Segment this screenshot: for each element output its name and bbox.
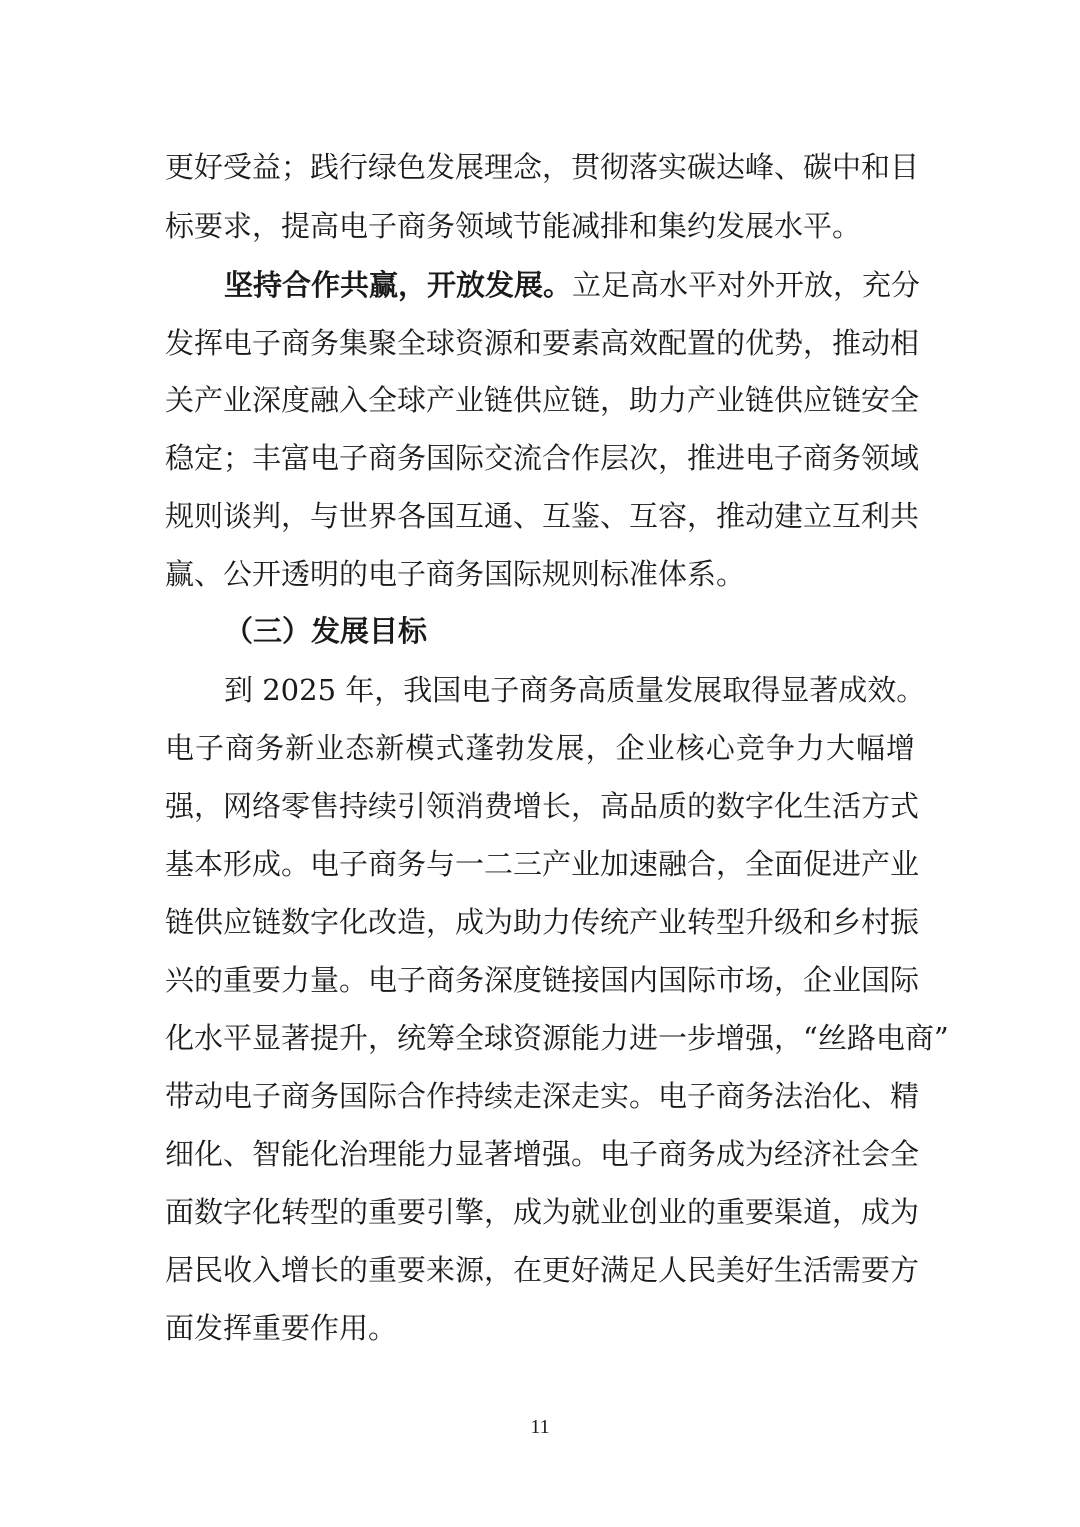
body-line: 兴的重要力量。电子商务深度链接国内国际市场，企业国际	[165, 963, 920, 997]
page-number: 11	[530, 1416, 550, 1438]
body-text: 立足高水平对外开放，充分	[572, 268, 921, 302]
body-line: 基本形成。电子商务与一二三产业加速融合，全面促进产业	[165, 847, 920, 881]
body-line: 带动电子商务国际合作持续走深走实。电子商务法治化、精	[165, 1079, 920, 1113]
paragraph-line	[224, 267, 921, 303]
body-line: 关产业深度融入全球产业链供应链，助力产业链供应链安全	[165, 383, 920, 417]
body-line: 稳定；丰富电子商务国际交流合作层次，推进电子商务领域	[165, 441, 920, 475]
body-line: 规则谈判，与世界各国互通、互鉴、互容，推动建立互利共	[165, 499, 920, 533]
body-line: 面发挥重要作用。	[165, 1311, 398, 1345]
body-line: 化水平显著提升，统筹全球资源能力进一步增强，“丝路电商”	[165, 1021, 949, 1055]
section-heading: （三）发展目标	[224, 614, 428, 648]
body-line: 发挥电子商务集聚全球资源和要素高效配置的优势，推动相	[165, 326, 920, 360]
body-line: 赢、公开透明的电子商务国际规则标准体系。	[165, 557, 746, 591]
body-line: 到 2025 年，我国电子商务高质量发展取得显著成效。	[224, 673, 926, 707]
body-line: 更好受益；践行绿色发展理念，贯彻落实碳达峰、碳中和目	[165, 150, 920, 184]
body-line: 居民收入增长的重要来源，在更好满足人民美好生活需要方	[165, 1253, 920, 1287]
body-line: 标要求，提高电子商务领域节能减排和集约发展水平。	[165, 209, 862, 243]
body-line: 细化、智能化治理能力显著增强。电子商务成为经济社会全	[165, 1137, 920, 1171]
body-line: 链供应链数字化改造，成为助力传统产业转型升级和乡村振	[165, 905, 920, 939]
body-line: 电子商务新业态新模式蓬勃发展，企业核心竞争力大幅增	[165, 731, 915, 765]
body-line: 强，网络零售持续引领消费增长，高品质的数字化生活方式	[165, 789, 920, 823]
body-line: 面数字化转型的重要引擎，成为就业创业的重要渠道，成为	[165, 1195, 920, 1229]
bold-lead: 坚持合作共赢，开放发展。	[224, 268, 573, 302]
